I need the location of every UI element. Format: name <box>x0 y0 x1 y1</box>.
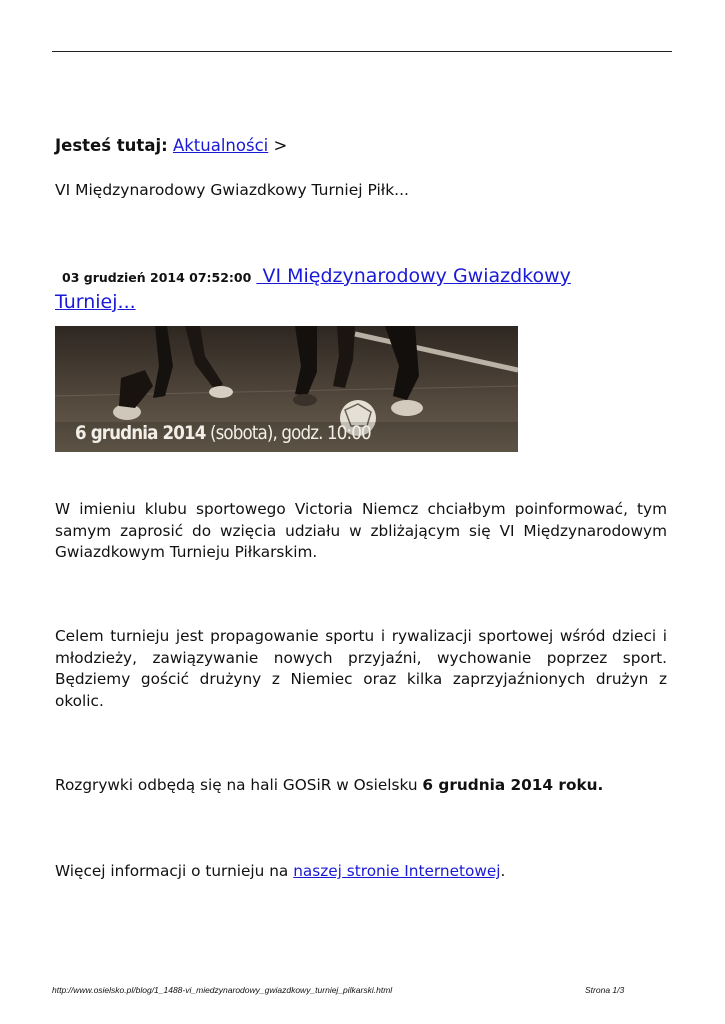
paragraph-more-info <box>55 861 667 883</box>
paragraph-invitation: W imieniu klubu sportowego Victoria Niemcz chciałbym poinformować, tym samym zaprosić do wzięcia udziału w zbliżającym się VI Międzynarodowym Gwiazdkowym Turnieju Piłkarskim. <box>55 500 667 561</box>
post-header <box>55 264 655 315</box>
website-link[interactable]: naszej stronie Internetowej <box>293 862 501 880</box>
more-info-end: . <box>500 862 506 880</box>
breadcrumb-link-aktualnosci[interactable]: Aktualności <box>172 136 269 155</box>
footer-page-number: Strona 1/3 <box>585 985 625 995</box>
post-date: 03 grudzień 2014 07:52:00 <box>62 270 252 285</box>
breadcrumb <box>55 136 287 155</box>
paragraph-venue <box>55 775 667 797</box>
banner-caption <box>75 422 371 444</box>
banner-caption-time: (sobota), godz. 10:00 <box>209 422 371 444</box>
page-title: VI Międzynarodowy Gwiazdkowy Turniej Piłk... <box>55 181 409 199</box>
breadcrumb-separator: > <box>273 136 288 155</box>
banner-caption-date: 6 grudnia 2014 <box>75 422 206 444</box>
footer-url: http://www.osielsko.pl/blog/1_1488-vi_miedzynarodowy_gwiazdkowy_turniej_pilkarski.html <box>52 985 393 995</box>
post-title-text: VI Międzynarodowy Gwiazdkowy Turniej... <box>55 265 571 313</box>
venue-date: 6 grudnia 2014 roku. <box>422 776 604 794</box>
breadcrumb-label: Jesteś tutaj: <box>55 136 168 155</box>
paragraph-goal: Celem turnieju jest propagowanie sportu i rywalizacji sportowej wśród dzieci i młodzieży, zawiązywanie nowych przyjaźni, wychowanie poprzez sport. Będziemy gościć drużyny z Niemiec oraz kilka zaprzyjaźnionych drużyn z okolic. <box>55 627 667 710</box>
more-info-text: Więcej informacji o turnieju na <box>55 862 289 880</box>
top-rule <box>52 51 672 52</box>
banner-image <box>55 326 518 452</box>
venue-text: Rozgrywki odbędą się na hali GOSiR w Osielsku <box>55 776 418 794</box>
